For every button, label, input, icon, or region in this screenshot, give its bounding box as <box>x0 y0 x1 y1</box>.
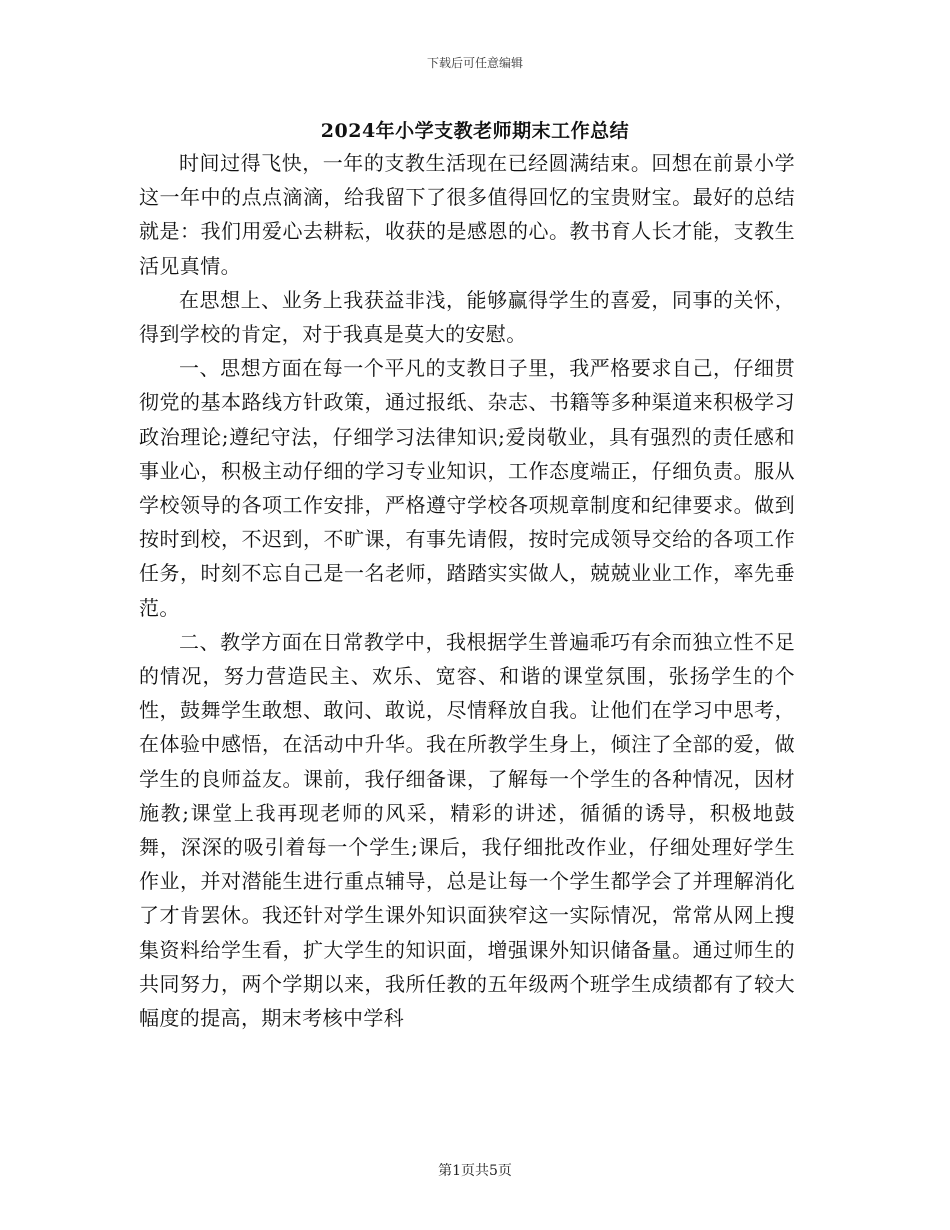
paragraph-intro: 时间过得飞快，一年的支教生活现在已经圆满结束。回想在前景小学这一年中的点点滴滴，给我留下了很多值得回忆的宝贵财宝。最好的总结就是：我们用爱心去耕耘，收获的是感恩的心。教书育人长才能，支教生活见真情。 <box>139 151 795 278</box>
header-note: 下载后可任意编辑 <box>426 56 523 70</box>
document-title: 2024年小学支教老师期末工作总结 <box>320 120 630 142</box>
document-body <box>139 146 795 1035</box>
paragraph-ideology: 一、思想方面在每一个平凡的支教日子里，我严格要求自己，仔细贯彻党的基本路线方针政策，通过报纸、杂志、书籍等多种渠道来积极学习政治理论;遵纪守法，仔细学习法律知识;爱岗敬业，具有强烈的责任感和事业心，积极主动仔细的学习专业知识，工作态度端正，仔细负责。服从学校领导的各项工作安排，严格遵守学校各项规章制度和纪律要求。做到按时到校，不迟到，不旷课，有事先请假，按时完成领导交给的各项工作任务，时刻不忘自己是一名老师，踏踏实实做人，兢兢业业工作，率先垂范。 <box>139 356 795 620</box>
paragraph-teaching: 二、教学方面在日常教学中，我根据学生普遍乖巧有余而独立性不足的情况，努力营造民主、欢乐、宽容、和谐的课堂氛围，张扬学生的个性，鼓舞学生敢想、敢问、敢说，尽情释放自我。让他们在学习中思考，在体验中感悟，在活动中升华。我在所教学生身上，倾注了全部的爱，做学生的良师益友。课前，我仔细备课，了解每一个学生的各种情况，因材施教;课堂上我再现老师的风采，精彩的讲述，循循的诱导，积极地鼓舞，深深的吸引着每一个学生;课后，我仔细批改作业，仔细处理好学生作业，并对潜能生进行重点辅导，总是让每一个学生都学会了并理解消化了才肯罢休。我还针对学生课外知识面狭窄这一实际情况，常常从网上搜集资料给学生看，扩大学生的知识面，增强课外知识储备量。通过师生的共同努力，两个学期以来，我所任教的五年级两个班学生成绩都有了较大幅度的提高，期末考核中学科 <box>139 629 795 1031</box>
page-number: 第1页共5页 <box>438 1163 512 1179</box>
paragraph-gains: 在思想上、业务上我获益非浅，能够赢得学生的喜爱，同事的关怀，得到学校的肯定，对于我真是莫大的安慰。 <box>139 287 795 347</box>
